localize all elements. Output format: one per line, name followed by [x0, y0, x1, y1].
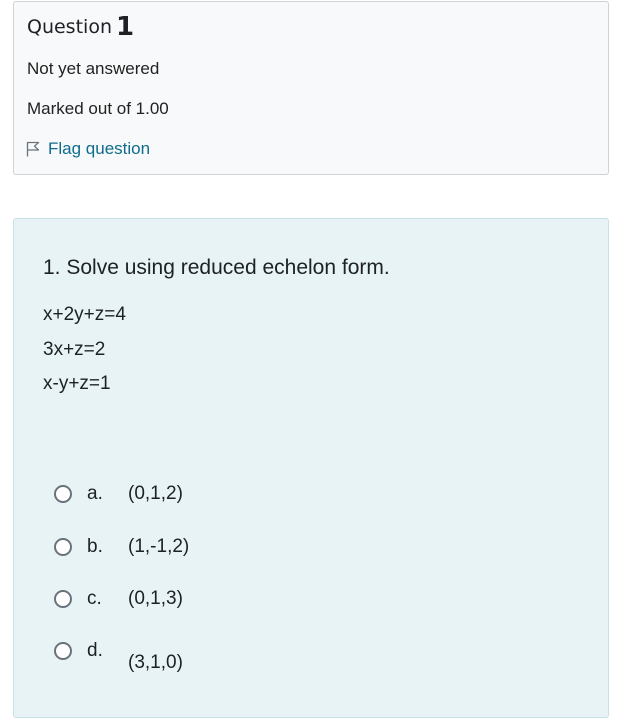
- question-label: Question: [27, 16, 112, 38]
- question-formulation: [13, 218, 609, 718]
- radio-button-c[interactable]: [54, 590, 72, 608]
- option-letter-d: d.: [87, 640, 103, 661]
- answer-option-c[interactable]: [54, 586, 354, 614]
- option-letter-b: b.: [87, 536, 103, 557]
- question-number-heading: [27, 14, 134, 40]
- answer-option-a[interactable]: [54, 481, 354, 509]
- flag-question-link[interactable]: [26, 140, 150, 157]
- flag-outline-icon: [26, 141, 40, 157]
- radio-button-d[interactable]: [54, 642, 72, 660]
- flag-question-label: Flag question: [48, 139, 151, 158]
- answer-option-d[interactable]: [54, 638, 354, 673]
- question-state: Not yet answered: [27, 59, 160, 78]
- radio-button-a[interactable]: [54, 485, 72, 503]
- option-letter-a: a.: [87, 483, 103, 504]
- option-value-b[interactable]: (1,-1,2): [128, 536, 190, 557]
- question-number: 1: [115, 12, 135, 42]
- question-info-panel: [13, 1, 609, 175]
- radio-button-b[interactable]: [54, 538, 72, 556]
- equation-1: x+2y+z=4: [43, 304, 126, 325]
- equation-2: 3x+z=2: [43, 339, 106, 360]
- question-text: 1. Solve using reduced echelon form.: [43, 256, 390, 279]
- option-value-c[interactable]: (0,1,3): [128, 588, 183, 609]
- option-letter-c: c.: [87, 588, 102, 609]
- equation-3: x-y+z=1: [43, 373, 111, 394]
- option-value-a[interactable]: (0,1,2): [128, 483, 183, 504]
- question-grade: Marked out of 1.00: [27, 99, 169, 118]
- answer-option-b[interactable]: [54, 534, 354, 562]
- option-value-d[interactable]: (3,1,0): [128, 652, 183, 673]
